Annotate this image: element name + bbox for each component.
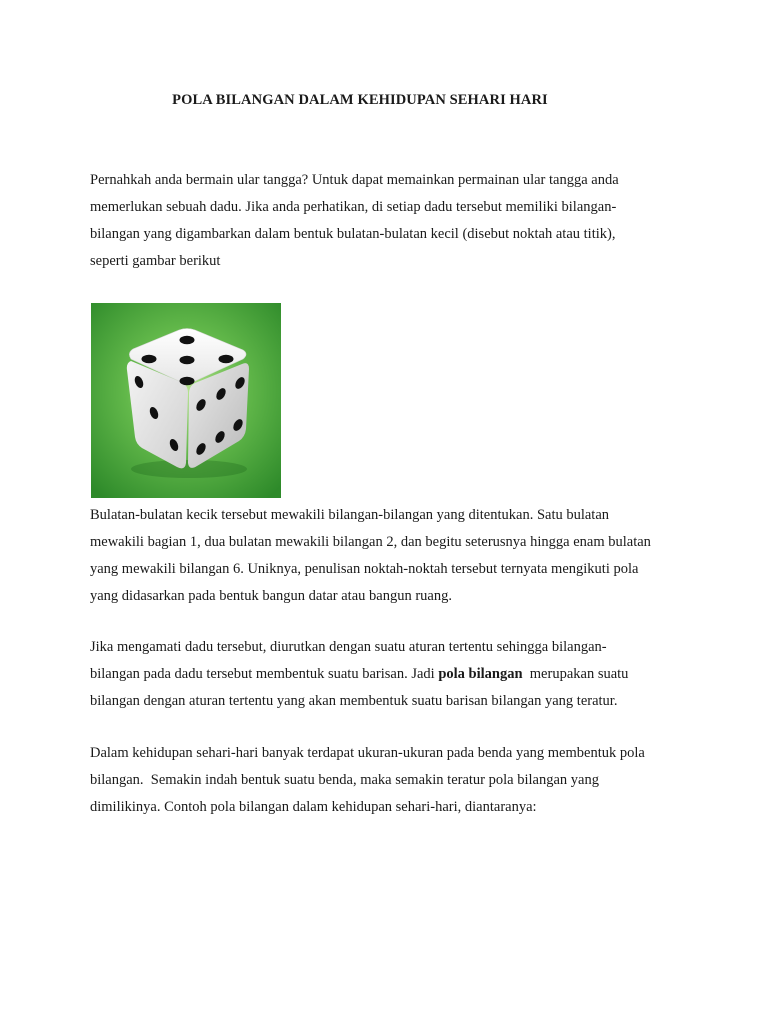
paragraph-line: dimilikinya. Contoh pola bilangan dalam kehidupan sehari-hari, diantaranya: <box>90 799 537 815</box>
paragraph-intro <box>90 167 690 275</box>
paragraph-definition <box>90 634 690 715</box>
paragraph-line: memerlukan sebuah dadu. Jika anda perhatikan, di setiap dadu tersebut memiliki bilangan- <box>90 199 617 215</box>
paragraph-line: seperti gambar berikut <box>90 253 221 269</box>
dice-figure <box>91 303 281 498</box>
dice-icon <box>91 303 281 498</box>
paragraph-explanation <box>90 502 690 610</box>
paragraph-line: Pernahkah anda bermain ular tangga? Untuk dapat memainkan permainan ular tangga anda <box>90 172 619 188</box>
paragraph-line: yang didasarkan pada bentuk bangun datar atau bangun ruang. <box>90 588 452 604</box>
paragraph-line <box>90 661 690 688</box>
paragraph-line: Dalam kehidupan sehari-hari banyak terdapat ukuran-ukuran pada benda yang membentuk pola <box>90 745 645 761</box>
paragraph-line: Jika mengamati dadu tersebut, diurutkan dengan suatu aturan tertentu sehingga bilangan- <box>90 639 607 655</box>
text-segment: bilangan pada dadu tersebut membentuk suatu barisan. Jadi <box>90 666 439 682</box>
text-segment: merupakan suatu <box>522 666 629 682</box>
bold-term: pola bilangan <box>438 666 523 682</box>
paragraph-line: bilangan yang digambarkan dalam bentuk bulatan-bulatan kecil (disebut noktah atau titik), <box>90 226 616 242</box>
paragraph-line: bilangan dengan aturan tertentu yang akan membentuk suatu barisan bilangan yang teratur. <box>90 693 618 709</box>
paragraph-line: Bulatan-bulatan kecik tersebut mewakili bilangan-bilangan yang ditentukan. Satu bulatan <box>90 507 610 523</box>
paragraph-examples <box>90 740 690 821</box>
page-title: POLA BILANGAN DALAM KEHIDUPAN SEHARI HARI <box>172 92 548 108</box>
paragraph-line: bilangan. Semakin indah bentuk suatu benda, maka semakin teratur pola bilangan yang <box>90 772 599 788</box>
paragraph-line: yang mewakili bilangan 6. Uniknya, penulisan noktah-noktah tersebut ternyata mengikuti pola <box>90 561 639 577</box>
paragraph-line: mewakili bagian 1, dua bulatan mewakili bilangan 2, dan begitu seterusnya hingga enam bulatan <box>90 534 651 550</box>
